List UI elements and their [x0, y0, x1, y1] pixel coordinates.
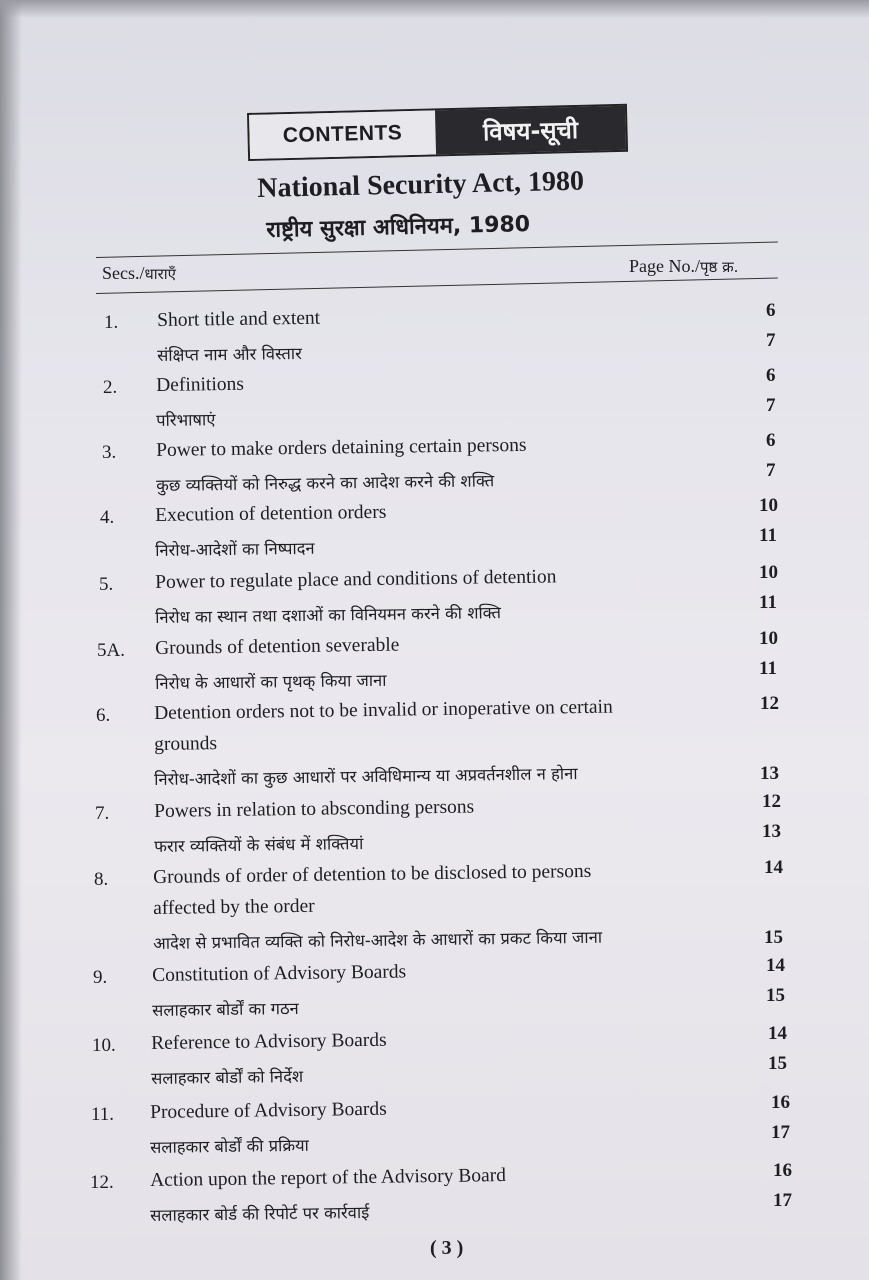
page-number-english: 16	[771, 1092, 790, 1113]
section-title-english: Powers in relation to absconding persons	[154, 796, 475, 822]
section-number: 2.	[103, 377, 118, 398]
section-number: 11.	[91, 1104, 115, 1125]
section-title-hindi: कुछ व्यक्तियों को निरुद्ध करने का आदेश करने की शक्ति	[156, 471, 495, 495]
page-number-english: 16	[773, 1160, 792, 1181]
page-number-english: 10	[759, 495, 778, 516]
contents-label-english: CONTENTS	[249, 110, 436, 159]
page-number-english: 14	[764, 857, 783, 878]
page-number-english: 10	[759, 562, 778, 583]
page-folio: ( 3 )	[430, 1237, 464, 1259]
page-header-hindi: पृष्ठ क्र.	[700, 258, 739, 276]
page-number-hindi: 11	[759, 592, 777, 613]
section-title-english: Action upon the report of the Advisory Board	[150, 1165, 507, 1191]
section-title-english: Power to make orders detaining certain persons	[156, 434, 527, 461]
page-number-hindi: 15	[764, 927, 783, 948]
section-title-english: Grounds of detention severable	[155, 634, 400, 659]
section-title-english: Grounds of order of detention to be disclosed to persons	[153, 860, 592, 888]
page-number-hindi: 15	[768, 1053, 787, 1074]
page-edge-shadow	[0, 0, 22, 1280]
page-top-shadow	[0, 0, 869, 18]
section-title-english: Definitions	[156, 373, 245, 396]
page-number-english: 14	[768, 1023, 787, 1044]
page-header-english: Page No./	[629, 256, 700, 276]
section-number: 5.	[99, 574, 114, 595]
section-title-hindi: परिभाषाएं	[156, 410, 216, 430]
sections-header-english: Secs./	[102, 263, 145, 283]
contents-label-hindi: विषय-सूची	[435, 106, 626, 155]
sections-column-header	[102, 263, 176, 284]
section-title-english: Constitution of Advisory Boards	[152, 961, 407, 986]
section-title-english: Detention orders not to be invalid or inoperative on certain	[154, 696, 613, 724]
page-number-hindi: 11	[759, 658, 777, 679]
section-title-hindi: निरोध-आदेशों का निष्पादन	[155, 538, 315, 560]
page-number-hindi: 17	[773, 1190, 792, 1211]
page-number-english: 6	[766, 300, 776, 321]
section-title-english: grounds	[154, 733, 218, 755]
section-title-hindi: सलाहकार बोर्डों को निर्देश	[151, 1066, 304, 1088]
page-number-hindi: 7	[766, 395, 776, 416]
page-number-hindi: 13	[762, 821, 781, 842]
contents-header	[247, 104, 628, 161]
section-title-hindi: आदेश से प्रभावित व्यक्ति को निरोध-आदेश के आधारों का प्रकट किया जाना	[153, 927, 603, 953]
section-title-hindi: फरार व्यक्तियों के संबंध में शक्तियां	[154, 834, 364, 856]
section-number: 3.	[102, 442, 117, 463]
section-title-hindi: निरोध के आधारों का पृथक् किया जाना	[155, 670, 387, 693]
sections-header-hindi: धाराएँ	[144, 265, 176, 283]
section-title-hindi: सलाहकार बोर्डों की प्रक्रिया	[150, 1135, 310, 1157]
page-number-hindi: 17	[771, 1122, 790, 1143]
page-number-english: 12	[762, 791, 781, 812]
section-title-english: affected by the order	[153, 895, 315, 919]
header-rule-bottom	[96, 278, 778, 294]
section-title-hindi: संक्षिप्त नाम और विस्तार	[157, 343, 302, 365]
page-number-column-header	[629, 256, 738, 277]
act-title-hindi: राष्ट्रीय सुरक्षा अधिनियम, 1980	[266, 212, 531, 243]
section-title-hindi: निरोध का स्थान तथा दशाओं का विनियमन करने की शक्ति	[155, 603, 502, 627]
section-title-hindi: सलाहकार बोर्ड की रिपोर्ट पर कार्रवाई	[150, 1202, 370, 1225]
page-number-hindi: 11	[759, 525, 777, 546]
section-title-english: Procedure of Advisory Boards	[150, 1098, 387, 1123]
page-number-english: 12	[760, 693, 779, 714]
section-number: 5A.	[97, 640, 125, 661]
section-number: 6.	[96, 705, 111, 726]
section-title-english: Execution of detention orders	[155, 501, 387, 526]
section-number: 9.	[93, 967, 108, 988]
page-number-english: 14	[766, 955, 785, 976]
page-number-hindi: 15	[766, 985, 785, 1006]
section-number: 4.	[100, 507, 115, 528]
section-number: 1.	[104, 312, 119, 333]
page-number-hindi: 7	[766, 330, 776, 351]
section-title-english: Short title and extent	[157, 307, 321, 331]
section-title-hindi: निरोध-आदेशों का कुछ आधारों पर अविधिमान्य या अप्रवर्तनशील न होना	[154, 764, 578, 789]
section-number: 10.	[92, 1035, 116, 1056]
section-number: 7.	[95, 803, 110, 824]
page-number-hindi: 13	[760, 763, 779, 784]
page-number-english: 6	[766, 430, 776, 451]
act-title-english: National Security Act, 1980	[257, 165, 585, 204]
section-title-english: Reference to Advisory Boards	[151, 1029, 387, 1054]
section-number: 12.	[90, 1172, 114, 1193]
page-number-english: 6	[766, 365, 776, 386]
section-number: 8.	[94, 869, 109, 890]
page-number-hindi: 7	[766, 460, 776, 481]
page-number-english: 10	[759, 628, 778, 649]
section-title-english: Power to regulate place and conditions of detention	[155, 566, 557, 593]
section-title-hindi: सलाहकार बोर्डों का गठन	[152, 998, 299, 1020]
